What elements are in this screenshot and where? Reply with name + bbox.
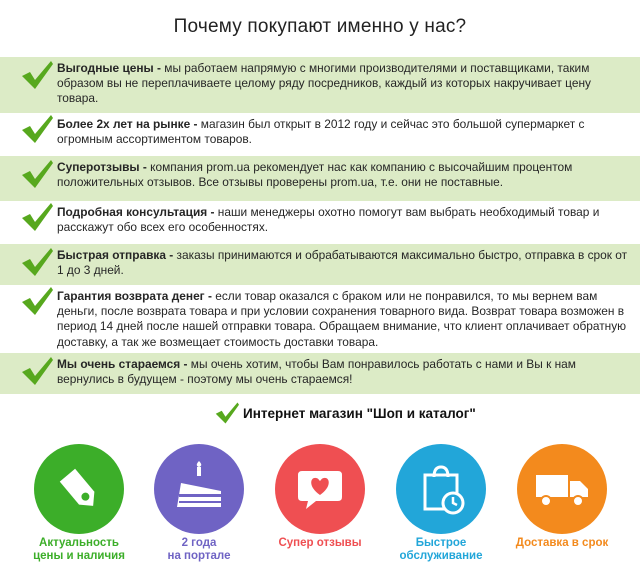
badge-caption — [492, 537, 632, 550]
reason-text: заказы принимаются и обрабатываются максимально быстро, отправка в срок от 1 до 3 дней. — [57, 248, 628, 278]
reason-title: Мы очень стараемся - — [57, 357, 188, 371]
caption-line: на портале — [167, 550, 231, 562]
reason-text: наши менеджеры охотно помогут вам выбрать необходимый товар и расскажут обо всех его особенностях. — [57, 205, 600, 235]
reason-text: мы очень хотим, чтобы Вам понравилось работать с нами и Вы к нам вернулись в будущем - поэтому мы очень стараемся! — [57, 357, 576, 387]
truck-icon — [532, 461, 592, 517]
caption-line: обслуживание — [399, 550, 483, 562]
badge-delivery — [517, 444, 607, 534]
caption-line: Супер отзывы — [278, 537, 362, 549]
badge-reviews — [275, 444, 365, 534]
reason-title: Суперотзывы - — [57, 160, 147, 174]
reason-title: Гарантия возврата денег - — [57, 289, 212, 303]
reason-item — [0, 353, 640, 394]
reason-title: Выгодные цены - — [57, 61, 161, 75]
reason-item — [0, 113, 640, 156]
badge-caption — [129, 537, 269, 563]
checkmark-icon — [20, 355, 54, 387]
reason-text: мы работаем напрямую с многими производителями и поставщиками, таким образом вы не переплачиваете целому ряду посредников, каждый из которых накручивает цену товара. — [57, 61, 591, 106]
checkmark-icon — [20, 246, 54, 278]
checkmark-icon — [20, 59, 54, 91]
badge-caption — [250, 537, 390, 550]
caption-line: Быстрое — [415, 537, 467, 549]
reason-title: Более 2х лет на рынке - — [57, 117, 198, 131]
cake-icon — [171, 461, 227, 517]
shopping-bag-clock-icon — [413, 461, 469, 517]
caption-line: 2 года — [181, 537, 217, 549]
page-title: Почему покупают именно у нас? — [173, 16, 467, 37]
caption-line: Актуальность — [39, 537, 119, 549]
reason-title: Быстрая отправка - — [57, 248, 174, 262]
reason-text: магазин был открыт в 2012 году и сейчас это большой супермаркет с огромным ассортиментом товаров. — [57, 117, 585, 147]
checkmark-icon — [213, 401, 241, 425]
badge-service — [396, 444, 486, 534]
badge-years — [154, 444, 244, 534]
reason-item — [0, 244, 640, 285]
checkmark-icon — [20, 158, 54, 190]
caption-line: цены и наличия — [33, 550, 125, 562]
reason-text: если товар оказался с браком или не понравился, то мы вернем вам деньги, после возврата товара и при условии сохранения товарного вида. Возврат товара возможен в период 14 дней после нашей отправки товара. Обращаем внимание, что клиент оплачивает обратную доставку, а так же возмещает стоимость доставки товара. — [57, 289, 627, 349]
shop-name: Интернет магазин "Шоп и каталог" — [243, 406, 476, 421]
badge-price — [34, 444, 124, 534]
price-tag-icon — [51, 461, 107, 517]
reason-title: Подробная консультация - — [57, 205, 215, 219]
badge-caption — [9, 537, 149, 563]
checkmark-icon — [20, 201, 54, 233]
caption-line: Доставка в срок — [515, 537, 609, 549]
heart-chat-icon — [292, 461, 348, 517]
reason-item — [0, 285, 640, 353]
checkmark-icon — [20, 285, 54, 317]
shop-name-line — [0, 401, 640, 427]
reason-item — [0, 201, 640, 244]
reason-item — [0, 57, 640, 113]
reason-text: компания prom.ua рекомендует нас как компанию с высочайшим процентом положительных отзывов. Все отзывы проверены prom.ua, т.е. они не поставные. — [57, 160, 573, 190]
badge-caption — [371, 537, 511, 563]
reason-item — [0, 156, 640, 201]
checkmark-icon — [20, 113, 54, 145]
